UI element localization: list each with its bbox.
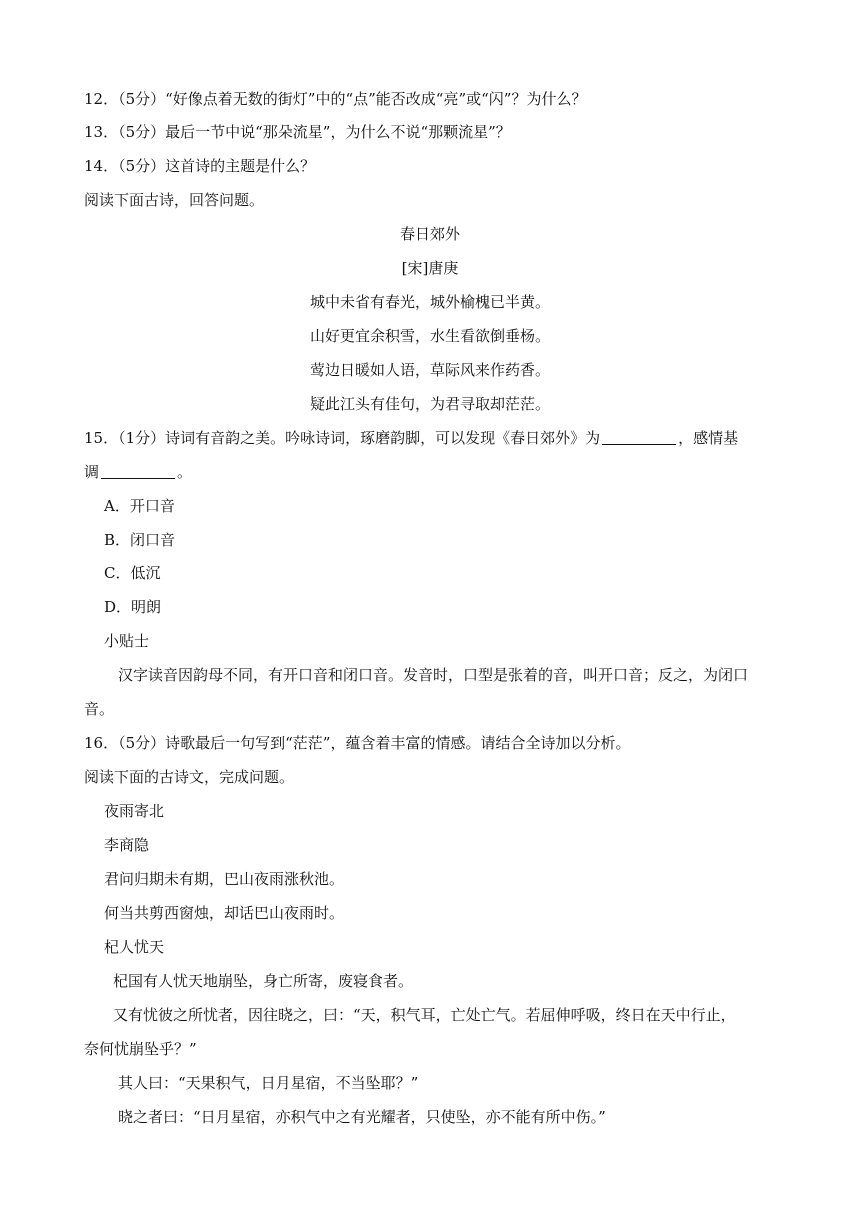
poem2-author: 李商隐	[104, 836, 150, 854]
reading-instruction-2: 阅读下面的古诗文，完成问题。	[84, 768, 295, 786]
prose-title: 杞人忧天	[104, 938, 165, 956]
poem1-title: 春日郊外	[399, 225, 460, 243]
poem1-line: 山好更宜余积雪，水生看欲倒垂杨。	[309, 327, 550, 345]
question-15-text: ，感情基	[678, 429, 739, 447]
prose-paragraph: 杞国有人忧天地崩坠，身亡所寄，废寝食者。	[113, 972, 414, 990]
question-15	[84, 428, 738, 448]
option-d: D．明朗	[104, 598, 162, 616]
answer-blank[interactable]	[602, 430, 676, 445]
option-b: B．闭口音	[104, 531, 176, 549]
tip-text: 音。	[84, 700, 115, 718]
question-15-text: 调	[84, 463, 100, 481]
question-15-text: 。	[177, 463, 193, 481]
prose-paragraph: 其人曰：“天果积气，日月星宿，不当坠耶？”	[118, 1074, 419, 1092]
prose-paragraph: 晓之者曰：“日月星宿，亦积气中之有光耀者，只使坠，亦不能有所中伤。”	[118, 1108, 606, 1126]
option-a: A．开口音	[104, 497, 175, 515]
option-c: C．低沉	[104, 564, 161, 582]
poem2-title: 夜雨寄北	[104, 802, 165, 820]
question-15-cont	[84, 462, 192, 482]
question-12: 12．（5分）“好像点着无数的街灯”中的“点”能否改成“亮”或“闪”？为什么？	[84, 90, 587, 108]
poem2-line: 何当共剪西窗烛，却话巴山夜雨时。	[104, 904, 345, 922]
poem1-line: 城中未省有春光，城外榆槐已半黄。	[309, 293, 550, 311]
poem1-line: 莺边日暖如人语，草际风来作药香。	[309, 361, 550, 379]
prose-paragraph: 又有忧彼之所忧者，因往晓之，曰：“天，积气耳，亡处亡气。若屈伸呼吸，终日在天中行止，	[113, 1006, 736, 1024]
prose-paragraph: 奈何忧崩坠乎？”	[84, 1040, 197, 1058]
question-15-text: 15．（1分）诗词有音韵之美。吟咏诗词，琢磨韵脚，可以发现《春日郊外》为	[84, 429, 601, 447]
question-16: 16．（5分）诗歌最后一句写到“茫茫”，蕴含着丰富的情感。请结合全诗加以分析。	[84, 734, 631, 752]
poem1-author: [宋]唐庚	[401, 259, 459, 277]
answer-blank[interactable]	[101, 464, 175, 479]
tip-title: 小贴士	[104, 632, 150, 650]
poem1-line: 疑此江头有佳句，为君寻取却茫茫。	[309, 395, 550, 413]
poem2-line: 君问归期未有期，巴山夜雨涨秋池。	[104, 870, 345, 888]
reading-instruction-1: 阅读下面古诗，回答问题。	[84, 191, 265, 209]
question-14: 14．（5分）这首诗的主题是什么？	[84, 157, 316, 175]
tip-text: 汉字读音因韵母不同，有开口音和闭口音。发音时，口型是张着的音，叫开口音；反之，为闭口	[118, 666, 749, 684]
question-13: 13．（5分）最后一节中说“那朵流星”，为什么不说“那颗流星”？	[84, 123, 511, 141]
